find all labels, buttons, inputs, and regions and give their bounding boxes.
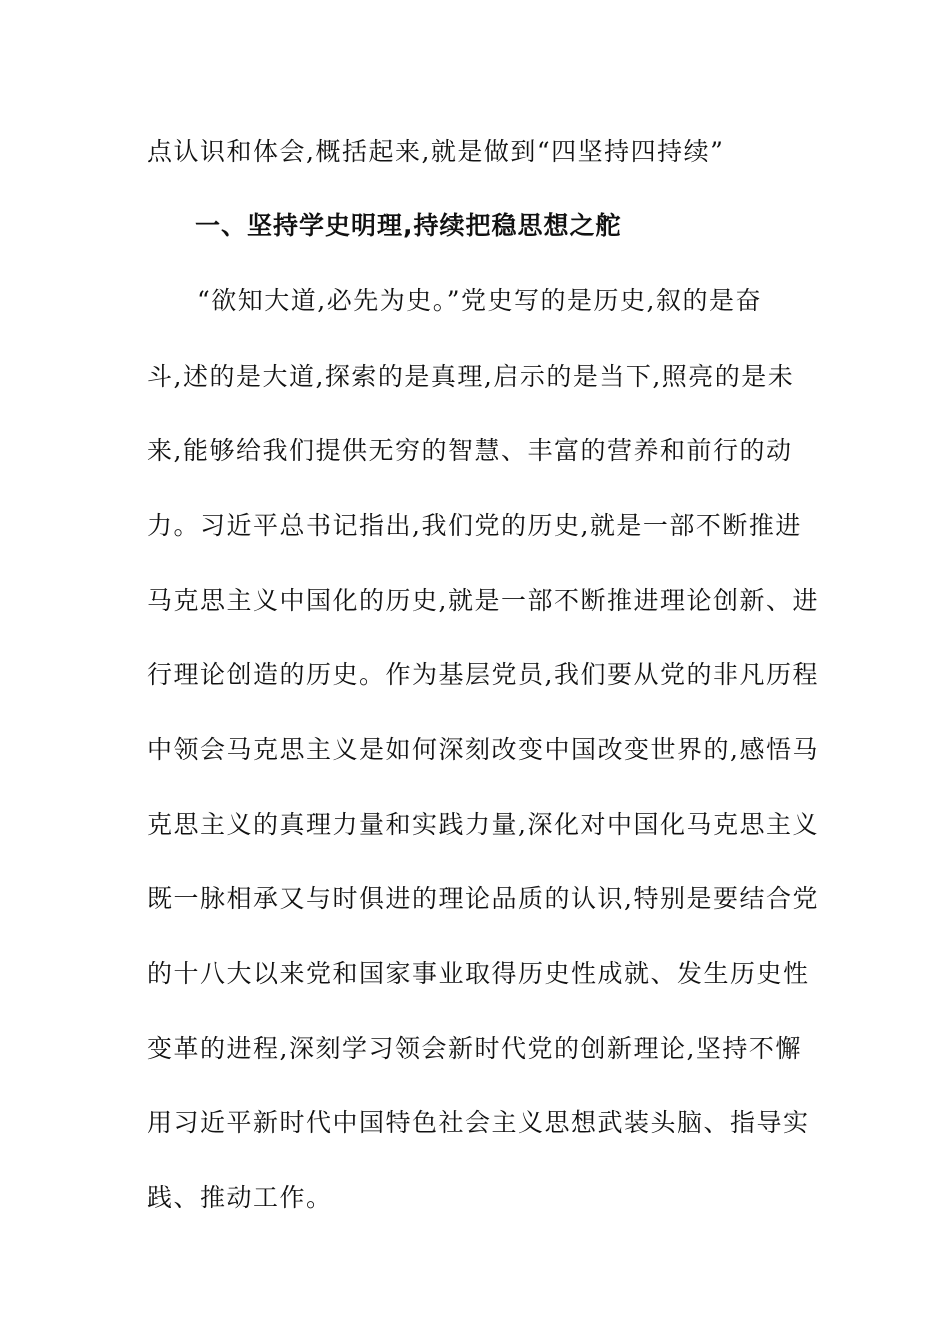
- paragraph-line: 践、推动工作。: [147, 1183, 333, 1212]
- paragraph-line: 变革的进程,深刻学习领会新时代党的创新理论,坚持不懈: [147, 1034, 802, 1063]
- paragraph-line: 点认识和体会,概括起来,就是做到“四坚持四持续”: [147, 137, 725, 166]
- paragraph-line: 力。习近平总书记指出,我们党的历史,就是一部不断推进: [147, 511, 802, 540]
- paragraph-line: 行理论创造的历史。作为基层党员,我们要从党的非凡历程: [147, 660, 819, 689]
- paragraph-line: 既一脉相承又与时俱进的理论品质的认识,特别是要结合党: [147, 884, 819, 913]
- paragraph-line: 中领会马克思主义是如何深刻改变中国改变世界的,感悟马: [147, 735, 819, 764]
- paragraph-line: “欲知大道,必先为史。”党史写的是历史,叙的是奋: [197, 286, 762, 315]
- paragraph-line: 来,能够给我们提供无穷的智慧、丰富的营养和前行的动: [147, 436, 793, 465]
- paragraph-line: 克思主义的真理力量和实践力量,深化对中国化马克思主义: [147, 810, 819, 839]
- section-heading: 一、坚持学史明理,持续把稳思想之舵: [195, 211, 622, 240]
- paragraph-line: 马克思主义中国化的历史,就是一部不断推进理论创新、进: [147, 586, 819, 615]
- paragraph-line: 的十八大以来党和国家事业取得历史性成就、发生历史性: [147, 959, 810, 988]
- paragraph-line: 用习近平新时代中国特色社会主义思想武装头脑、指导实: [147, 1108, 810, 1137]
- paragraph-line: 斗,述的是大道,探索的是真理,启示的是当下,照亮的是未: [147, 362, 795, 391]
